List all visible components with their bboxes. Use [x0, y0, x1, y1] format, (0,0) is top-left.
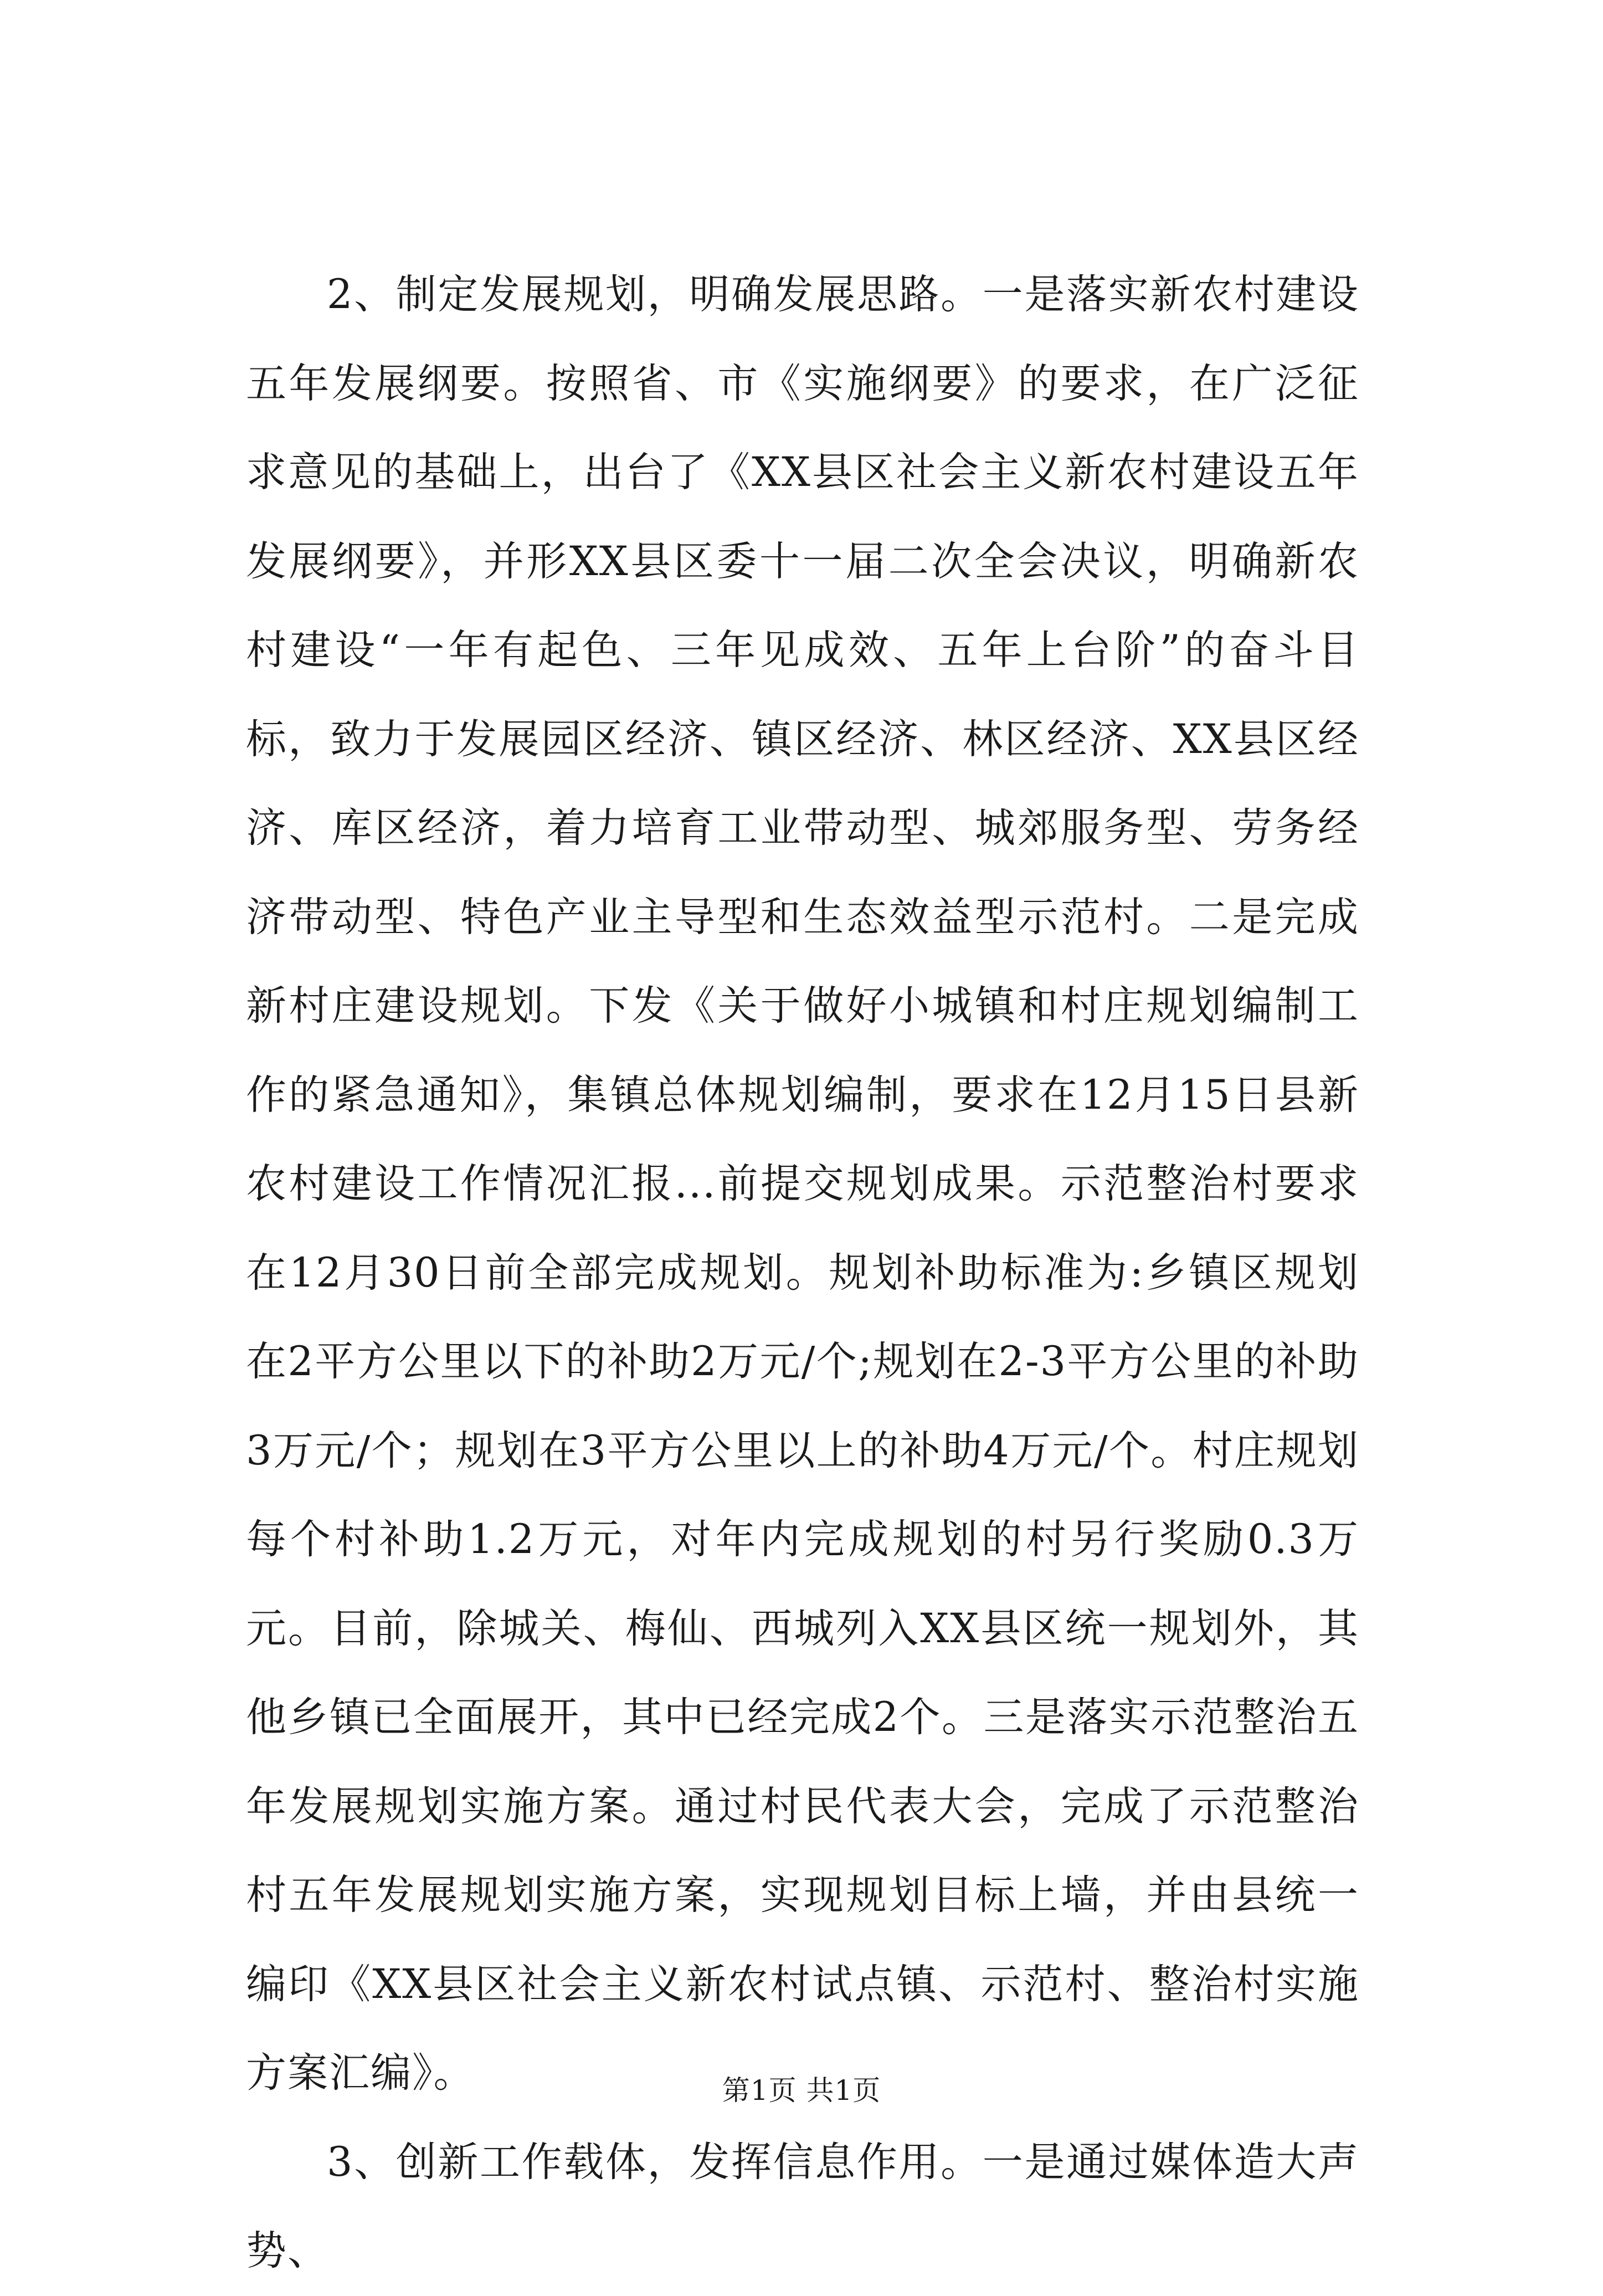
paragraph-innovation: 3、创新工作载体，发挥信息作用。一是通过媒体造大声势、 [246, 2138, 1359, 2274]
page-footer: 第1页 共1页 [722, 2074, 881, 2107]
document-body [246, 250, 1359, 2296]
paragraph-planning: 2、制定发展规划，明确发展思路。一是落实新农村建设五年发展纲要。按照省、市《实施纲要》的要求，在广泛征求意见的基础上，出台了《XX县区社会主义新农村建设五年发展纲要》，并形XX县区委十一届二次全会决议，明确新农村建设“一年有起色、三年见成效、五年上台阶”的奋斗目标，致力于发展园区经济、镇区经济、林区经济、XX县区经济、库区经济，着力培育工业带动型、城郊服务型、劳务经济带动型、特色产业主导型和生态效益型示范村。二是完成新村庄建设规划。下发《关于做好小城镇和村庄规划编制工作的紧急通知》，集镇总体规划编制，要求在12月15日县新农村建设工作情况汇报...前提交规划成果。示范整治村要求在12月30日前全部完成规划。规划补助标准为:乡镇区规划在2平方公里以下的补助2万元/个;规划在2-3平方公里的补助3万元/个；规划在3平方公里以上的补助4万元/个。村庄规划每个村补助1.2万元，对年内完成规划的村另行奖励0.3万元。目前，除城关、梅仙、西城列入XX县区统一规划外，其他乡镇已全面展开，其中已经完成2个。三是落实示范整治五年发展规划实施方案。通过村民代表大会，完成了示范整治村五年发展规划实施方案，实现规划目标上墙，并由县统一编印《XX县区社会主义新农村试点镇、示范村、整治村实施方案汇编》。 [246, 271, 1359, 2097]
